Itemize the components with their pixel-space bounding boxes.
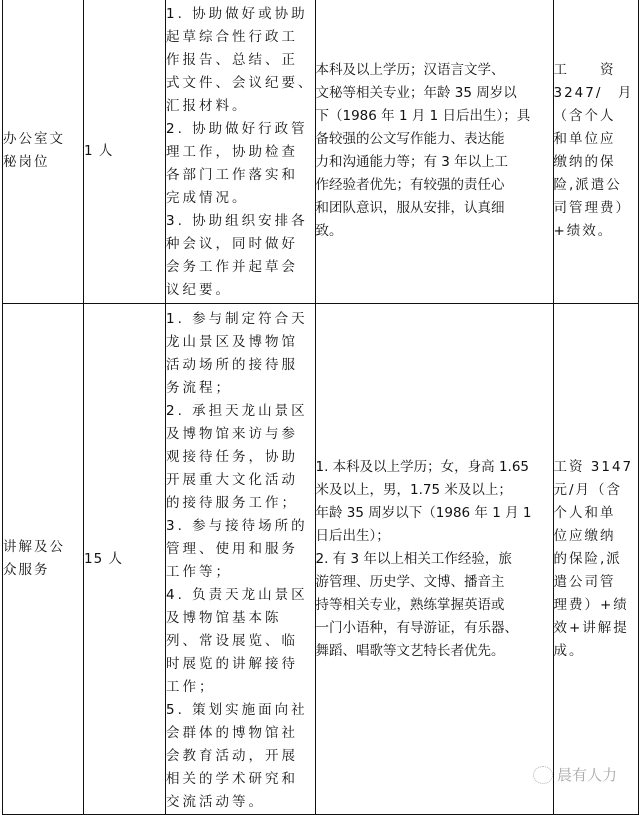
requirements-cell (315, 0, 553, 304)
duty-line: 工作； (166, 679, 216, 695)
pay-line: +绩效。 (553, 223, 614, 239)
duty-line: 交流活动等。 (166, 794, 265, 810)
duty-line: 相关的学术研究和 (166, 771, 298, 787)
requirement-line: 舞蹈、唱歌等文艺特长者优先。 (315, 642, 505, 659)
pay-line: 的保险,派 (553, 550, 622, 567)
headcount-cell (84, 0, 166, 304)
duty-line: 1. 协助做好或协助 (166, 6, 308, 22)
duty-line: 的接待服务工作； (166, 495, 298, 511)
duty-line: 完成情况。 (166, 190, 249, 206)
pay-line: 效+讲解提 (553, 619, 629, 636)
position-text: 讲解及公 (3, 539, 65, 555)
headcount-text: 1 人 (84, 142, 114, 159)
table-row (3, 0, 639, 304)
pay-line: 元/月（含 (553, 481, 623, 498)
duty-line: 开展重大文化活动 (166, 472, 298, 488)
position-text: 办公室文 (3, 131, 65, 147)
duty-line: 2. 协助做好行政管 (166, 121, 308, 137)
requirement-line: 致。 (315, 223, 343, 239)
duty-line: 3. 参与接待场所的 (166, 518, 308, 534)
duty-line: 5. 策划实施面向社 (166, 702, 308, 718)
duty-line: 式文件、会议纪要、 (166, 75, 315, 91)
duty-line: 会务工作并起草会 (166, 259, 298, 275)
duty-line: 工作等； (166, 564, 232, 580)
requirement-line: 2. 有 3 年以上相关工作经验，旅 (315, 550, 512, 567)
requirement-line: 1. 本科及以上学历；女，身高 1.65 (315, 458, 530, 475)
duty-line: 会教育活动，开展 (166, 748, 298, 764)
requirement-line: 游管理、历史学、文博、播音主 (315, 573, 505, 590)
duty-line: 及博物馆基本陈 (166, 610, 282, 626)
duty-line: 2. 承担天龙山景区 (166, 403, 308, 419)
pay-line: 缴纳的保 (553, 154, 616, 170)
duties-cell (166, 304, 316, 815)
requirement-line: 一门小语种，有导游证，有乐器、 (315, 619, 518, 636)
pay-cell (553, 0, 638, 304)
duty-line: 种会议，同时做好 (166, 236, 298, 252)
pay-line: 和单位应 (553, 131, 616, 147)
duty-line: 议纪要。 (166, 282, 232, 298)
requirement-line: 文秘等相关专业；年龄 35 周岁以 (315, 85, 517, 101)
duty-line: 观接待任务，协助 (166, 449, 298, 465)
duty-line: 各部门工作落实和 (166, 167, 298, 183)
headcount-cell (84, 304, 166, 815)
pay-line: 3247/ 月 (553, 85, 634, 101)
duty-line: 3. 协助组织安排各 (166, 213, 308, 229)
pay-line: 司管理费） (553, 200, 631, 216)
requirement-line: 备较强的公文写作能力、表达能 (315, 131, 505, 147)
job-table (2, 0, 639, 815)
duty-line: 务流程； (166, 380, 232, 396)
duty-line: 龙山景区及博物馆 (166, 334, 298, 350)
duty-line: 4. 负责天龙山景区 (166, 587, 308, 603)
pay-cell (553, 304, 638, 815)
table-row (3, 304, 639, 815)
requirement-line: 作经验者优先；有较强的责任心 (315, 177, 505, 193)
pay-line: （含个人 (553, 108, 616, 124)
requirements-cell (315, 304, 553, 815)
requirement-line: 日后出生）； (315, 527, 390, 544)
position-text: 秘岗位 (3, 154, 50, 170)
requirement-line: 下（1986 年 1 月 1 日后出生）；具 (315, 108, 531, 124)
position-cell (3, 304, 84, 815)
duty-line: 列、常设展览、临 (166, 633, 298, 649)
duty-line: 理工作，协助检查 (166, 144, 298, 160)
headcount-text: 15 人 (84, 550, 123, 567)
pay-line: 工资 3147 (553, 458, 634, 475)
requirement-line: 和团队意识，服从安排，认真细 (315, 200, 505, 216)
duties-cell (166, 0, 316, 304)
pay-line: 位应缴纳 (553, 527, 616, 544)
requirement-line: 持等相关专业，熟练掌握英语或 (315, 596, 505, 613)
pay-line: 成。 (553, 642, 585, 659)
requirement-line: 本科及以上学历；汉语言文学、 (315, 62, 505, 78)
pay-line: 理费）+绩 (553, 596, 629, 613)
watermark (533, 764, 617, 785)
watermark-text: 晨有人力 (556, 766, 617, 784)
position-text: 众服务 (3, 562, 50, 578)
pay-line: 个人和单 (553, 504, 616, 521)
requirement-line: 米及以上，男，1.75 米及以上； (315, 481, 512, 498)
duty-line: 会群体的博物馆社 (166, 725, 298, 741)
duty-line: 活动场所的接待服 (166, 357, 298, 373)
duty-line: 起草综合性行政工 (166, 29, 298, 45)
duty-line: 时展览的讲解接待 (166, 656, 298, 672)
duty-line: 及博物馆来访与参 (166, 426, 298, 442)
requirement-line: 力和沟通能力等；有 3 年以上工 (315, 154, 509, 170)
duty-line: 1. 参与制定符合天 (166, 311, 308, 327)
pay-line: 工 资 (553, 62, 616, 78)
pay-line: 遣公司管 (553, 573, 616, 590)
position-cell (3, 0, 84, 304)
duty-line: 汇报材料。 (166, 98, 249, 114)
pay-line: 险,派遣公 (553, 177, 622, 193)
duty-line: 管理、使用和服务 (166, 541, 298, 557)
requirement-line: 年龄 35 周岁以下（1986 年 1 月 1 (315, 504, 532, 521)
duty-line: 作报告、总结、正 (166, 52, 298, 68)
wechat-icon (533, 766, 553, 784)
